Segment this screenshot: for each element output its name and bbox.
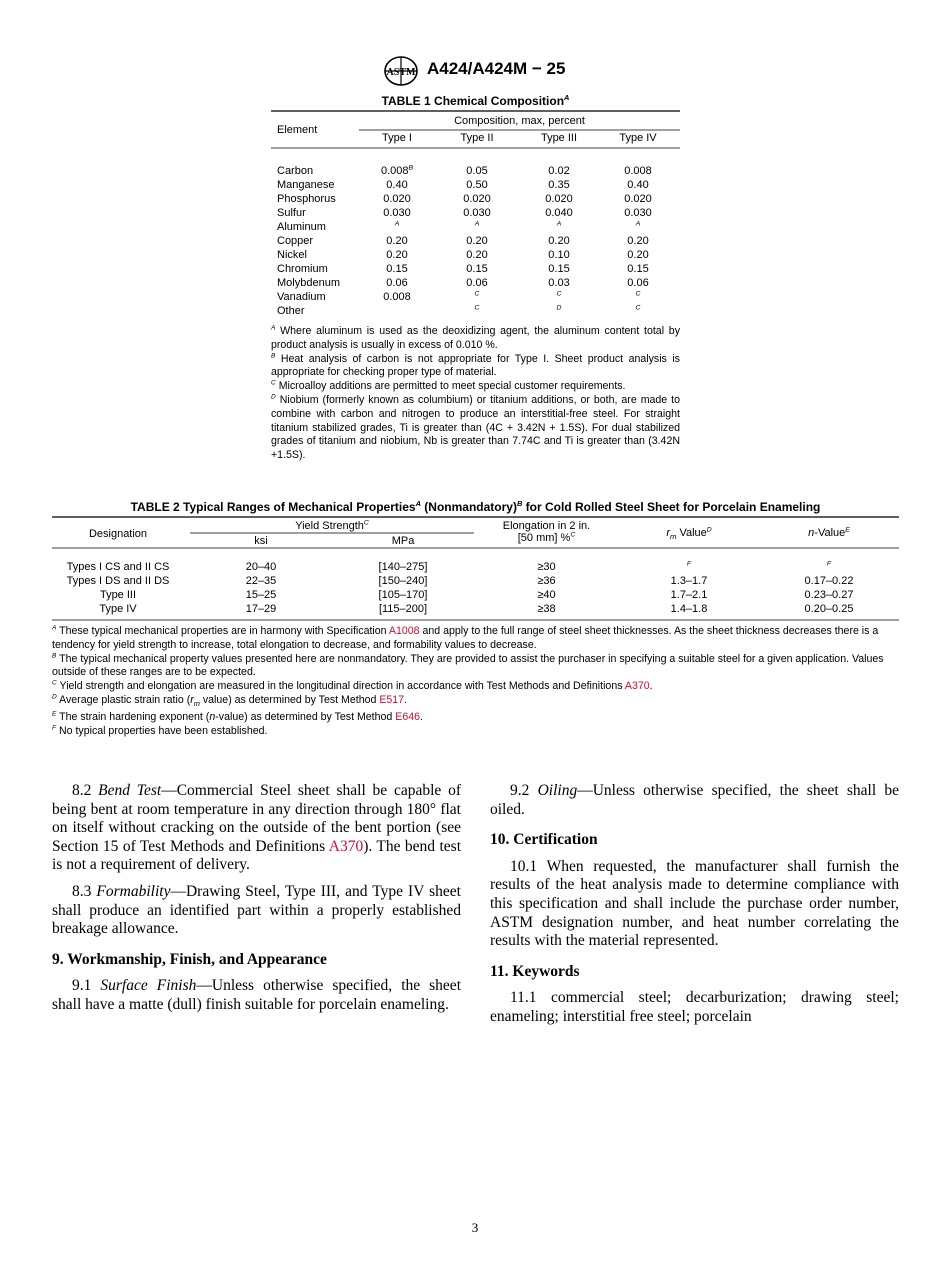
table2-header-mpa: MPa: [391, 535, 415, 547]
table1-row: [271, 165, 680, 179]
table1-row: [271, 207, 680, 221]
table1-cell: 0.20: [386, 249, 408, 261]
table1-cell: 0.06: [627, 277, 649, 289]
table2-row: [52, 561, 899, 575]
table1-note-a: $^A$ Where aluminum is used as the deoxidizing agent, the aluminum content total by product analysis is usually in excess of 0.010 %.: [271, 324, 680, 351]
element-name: Aluminum: [277, 221, 326, 233]
table1-cell: 0.15: [466, 263, 488, 275]
table1-cell: 0.06: [466, 277, 488, 289]
section-10-heading: 10. Certification: [490, 831, 598, 849]
link-e517[interactable]: E517: [379, 693, 405, 706]
element-name: Molybdenum: [277, 277, 340, 289]
table2-header-n: n-Value$^E$: [808, 526, 850, 539]
table1-header-type: Type III: [540, 132, 578, 144]
astm-logo-icon: [381, 56, 421, 86]
table1-row: [271, 305, 680, 319]
table2-header-yield: Yield Strength$^C$: [295, 519, 369, 532]
table2-note-d: $^D$ Average plastic strain ratio ($r_m$ value) as determined by Test Method E517.: [52, 693, 408, 709]
table1-cell: 0.15: [386, 263, 408, 275]
table2-cell-elong: ≥36: [537, 575, 556, 587]
element-name: Nickel: [277, 249, 307, 261]
link-e646[interactable]: E646: [395, 710, 420, 723]
table1-header-type: Type I: [382, 132, 412, 144]
para-10-1: 10.1 When requested, the manufacturer shall furnish the results of the heat analysis made to determine compliance with this specification and shall include the purchase order number, ASTM designation number, and heat number correlating the results with the material represented.: [490, 857, 899, 950]
table1-cell: 0.20: [386, 235, 408, 247]
table2-row: [52, 603, 899, 617]
table2-cell-rm: 1.3–1.7: [670, 575, 708, 587]
section-9-heading: 9. Workmanship, Finish, and Appearance: [52, 950, 327, 968]
table1-cell: 0.020: [463, 193, 491, 205]
table1-row: [271, 179, 680, 193]
table1-cell: 0.040: [545, 207, 573, 219]
table1-cell: A: [474, 220, 480, 228]
element-name: Manganese: [277, 179, 335, 191]
table2-cell-designation: Type IV: [99, 603, 137, 615]
table1-row: [271, 193, 680, 207]
table2-cell-rm: F: [686, 560, 692, 568]
table1-cell: 0.06: [386, 277, 408, 289]
table1-row: [271, 235, 680, 249]
table2-cell-n: F: [826, 560, 832, 568]
table2-row: [52, 575, 899, 589]
table1-cell: 0.020: [624, 193, 652, 205]
table1-header-group: Composition, max, percent: [454, 115, 585, 127]
table2-cell-n: 0.17–0.22: [804, 575, 854, 587]
table1-row: [271, 221, 680, 235]
table2-title: TABLE 2 Typical Ranges of Mechanical Properties$^A$ (Nonmandatory)$^B$ for Cold Rolled Steel Sheet for Porcelain Enameling: [130, 499, 821, 514]
table2-note-c: $^C$ Yield strength and elongation are measured in the longitudinal direction in accordance with Test Methods and Definitions A370.: [52, 679, 653, 693]
para-9-1: 9.1 Surface Finish—Unless otherwise specified, the sheet shall have a matte (dull) finish suitable for porcelain enameling.: [52, 977, 461, 1013]
para-8-2: 8.2 Bend Test—Commercial Steel sheet shall be capable of being bent at room temperature in any direction through 180° flat on itself without cracking on the outside of the bent portion (see Section 15 of Test Methods and Definitions A370). The bend test is not a requirement of delivery.: [52, 782, 461, 874]
table1-cell: C: [635, 304, 641, 312]
table2-cell-mpa: [115–200]: [378, 603, 428, 615]
table1-cell: 0.030: [624, 207, 652, 219]
table2-header-elongation: Elongation in 2 in. [50 mm] %$^C$: [502, 520, 591, 544]
table1-note-d: $^D$ Niobium (formerly known as columbium) or titanium additions, or both, are made to combine with carbon and nitrogen to produce an interstitial-free steel. For straight titanium stabilized grades, Ti is greater than (4C + 3.42N + 1.5S). For dual stabilized grades of titanium and niobium, Nb is greater than 7.74C and Ti is greater than (3.42N +1.5S).: [271, 393, 680, 462]
table1-cell: 0.15: [627, 263, 649, 275]
table2-cell-n: 0.20–0.25: [804, 603, 854, 615]
table1-cell: 0.030: [463, 207, 491, 219]
element-name: Sulfur: [277, 207, 306, 219]
table1-cell: 0.030: [383, 207, 411, 219]
table1-header-element: Element: [277, 124, 318, 136]
logo-lettering: ASTM: [386, 67, 416, 78]
link-a370[interactable]: A370: [328, 837, 364, 855]
element-name: Vanadium: [277, 291, 326, 303]
table1-cell: 0.20: [627, 235, 649, 247]
table2-cell-rm: 1.4–1.8: [670, 603, 708, 615]
table1-cell: 0.20: [466, 235, 488, 247]
table1-cell: C: [556, 290, 562, 298]
table2-note-a: $^A$ These typical mechanical properties are in harmony with Specification A1008 and apply to the full range of steel sheet thicknesses. As the sheet thickness decreases there is a tendency for yield strength to increase, total elongation to decrease, and formability values to decrease.: [52, 624, 879, 651]
table2-note-b: $^B$ The typical mechanical property values presented here are nonmandatory. They are provided to assist the purchaser in specifying a suitable steel for a given application. Values outside of these ranges are to be expected.: [52, 652, 884, 679]
table2-cell-ksi: 15–25: [245, 589, 277, 601]
table1-cell: D: [556, 304, 562, 312]
table1-cell: 0.008: [624, 165, 652, 177]
table2-cell-mpa: [140–275]: [378, 561, 428, 573]
element-name: Phosphorus: [277, 193, 336, 205]
body-left-column: [52, 782, 461, 1023]
table1-cell: A: [556, 220, 562, 228]
table1-header-type: Type IV: [619, 132, 657, 144]
table2-cell-designation: Types I CS and II CS: [66, 561, 170, 573]
table1-row: [271, 291, 680, 305]
table2-cell-n: 0.23–0.27: [804, 589, 854, 601]
table1-note-c: $^C$ Microalloy additions are permitted to meet special customer requirements.: [271, 379, 626, 393]
table1-cell: 0.50: [466, 179, 488, 191]
para-9-2: 9.2 Oiling—Unless otherwise specified, the sheet shall be oiled.: [490, 782, 899, 818]
table1-cell: A: [635, 220, 641, 228]
table1-row: [271, 249, 680, 263]
table2-header-rm: $r_m$ Value$^D$: [666, 526, 712, 542]
element-name: Copper: [277, 235, 314, 247]
table2-cell-ksi: 17–29: [245, 603, 277, 615]
table2-header-ksi: ksi: [254, 535, 268, 547]
table1-note-b: $^B$ Heat analysis of carbon is not appropriate for Type I. Sheet product analysis is appropriate for checking proper type of material.: [271, 352, 680, 379]
table2-cell-designation: Types I DS and II DS: [66, 575, 170, 587]
link-a1008[interactable]: A1008: [388, 625, 420, 637]
element-name: Chromium: [277, 263, 328, 275]
table1-row: [271, 277, 680, 291]
table1-cell: 0.020: [383, 193, 411, 205]
table1-cell: C: [474, 290, 480, 298]
para-11-1: 11.1 commercial steel; decarburization; drawing steel; enameling; interstitial free steel; porcelain: [490, 989, 899, 1025]
table1-cell: 0.02: [548, 165, 570, 177]
table2-footnotes: [52, 625, 899, 738]
standard-designation: A424/A424M − 25: [427, 59, 566, 78]
table1-cell: $0.008^B$: [380, 164, 414, 177]
table2-cell-mpa: [150–240]: [378, 575, 428, 587]
table1-cell: 0.020: [545, 193, 573, 205]
table2-cell-rm: 1.7–2.1: [670, 589, 708, 601]
table2-cell-ksi: 20–40: [245, 561, 277, 573]
table1-cell: 0.40: [627, 179, 649, 191]
section-11-heading: 11. Keywords: [490, 962, 580, 980]
table1-cell: 0.10: [548, 249, 570, 261]
element-name: Other: [277, 305, 305, 317]
table1-cell: 0.03: [548, 277, 570, 289]
table2-header-designation: Designation: [88, 528, 148, 540]
table1-cell: 0.15: [548, 263, 570, 275]
link-a370-note[interactable]: A370: [624, 680, 650, 693]
table1-cell: C: [635, 290, 641, 298]
table1-cell: C: [474, 304, 480, 312]
table2-row: [52, 589, 899, 603]
table2-cell-elong: ≥40: [537, 589, 556, 601]
table2-cell-designation: Type III: [99, 589, 137, 601]
table1-footnotes: [271, 325, 680, 463]
table1-title: TABLE 1 Chemical Composition$^A$: [381, 93, 570, 108]
element-name: Carbon: [277, 165, 314, 177]
page-number: 3: [471, 1220, 479, 1235]
page-header: [0, 56, 950, 86]
table1-header-type: Type II: [460, 132, 494, 144]
table2-cell-elong: ≥38: [537, 603, 556, 615]
table2-note-e: $^E$ The strain hardening exponent (n-value) as determined by Test Method E646.: [52, 710, 423, 723]
table1-cell: A: [394, 220, 400, 228]
table1-cell: 0.35: [548, 179, 570, 191]
table2-cell-ksi: 22–35: [245, 575, 277, 587]
table1-row: [271, 263, 680, 277]
table1-cell: 0.40: [386, 179, 408, 191]
table1-cell: 0.008: [383, 291, 411, 303]
table2-cell-elong: ≥30: [537, 561, 556, 573]
table2-note-f: $^F$ No typical properties have been established.: [52, 724, 268, 737]
para-8-3: 8.3 Formability—Drawing Steel, Type III, and Type IV sheet shall produce an identified part within a properly established breakage allowance.: [52, 882, 461, 938]
table2-cell-mpa: [105–170]: [378, 589, 428, 601]
table1-cell: 0.20: [548, 235, 570, 247]
body-right-column: [490, 782, 899, 1035]
table1-cell: 0.05: [466, 165, 488, 177]
table1-cell: 0.20: [627, 249, 649, 261]
table1-cell: 0.20: [466, 249, 488, 261]
